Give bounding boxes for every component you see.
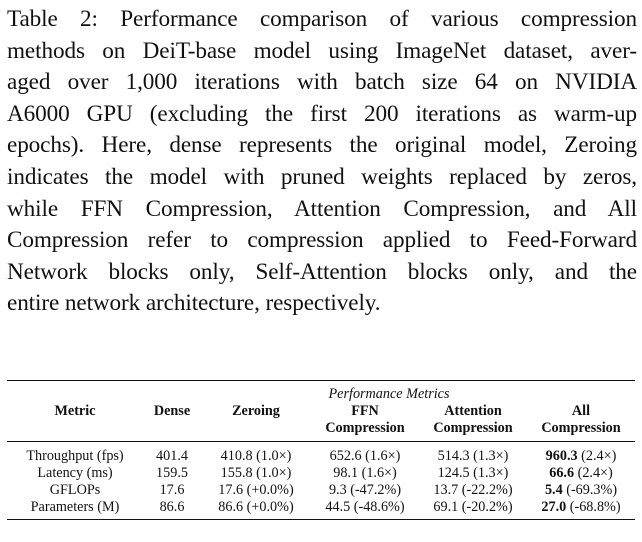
cell-all: 66.6 (2.4×): [549, 465, 613, 481]
table-row: [7, 482, 635, 499]
caption-line: indicates the model with pruned weights replaced by zeros,: [7, 163, 637, 190]
cell-ffn: 44.5 (-48.6%): [325, 499, 405, 515]
caption-line: while FFN Compression, Attention Compression, and All: [7, 195, 637, 222]
cell-attention: 13.7 (-22.2%): [433, 482, 513, 498]
cell-ffn: 9.3 (-47.2%): [328, 482, 402, 498]
cell-all: 5.4 (-69.3%): [544, 482, 618, 498]
cell-dense: 17.6: [159, 482, 185, 498]
column-header-metric: Metric: [54, 403, 96, 419]
cell-ffn: 98.1 (1.6×): [333, 465, 397, 481]
column-header-all: All Compression: [541, 403, 621, 436]
performance-table: [7, 380, 635, 520]
caption-line: aged over 1,000 iterations with batch size 64 on NVIDIA: [7, 69, 637, 96]
cell-metric: Parameters (M): [30, 499, 120, 515]
column-header-row: [7, 403, 635, 442]
cell-metric: GFLOPs: [49, 482, 101, 498]
cell-all: 27.0 (-68.8%): [541, 499, 621, 515]
column-header-dense: Dense: [153, 403, 191, 419]
cell-zeroing: 86.6 (+0.0%): [218, 499, 294, 515]
caption-line: Compression refer to compression applied to Feed-Forward: [7, 227, 637, 254]
caption-line: Network blocks only, Self-Attention blocks only, and the: [7, 258, 637, 285]
cell-zeroing: 17.6 (+0.0%): [218, 482, 294, 498]
cell-zeroing: 155.8 (1.0×): [220, 465, 292, 481]
cell-dense: 86.6: [159, 499, 185, 515]
cell-attention: 514.3 (1.3×): [437, 448, 509, 464]
caption-line: Table 2: Performance comparison of various compression: [7, 6, 637, 32]
column-header-ffn: FFN Compression: [325, 403, 405, 436]
table-row: [7, 442, 635, 466]
cell-dense: 159.5: [156, 465, 188, 481]
caption-line: entire network architecture, respectively.: [7, 290, 381, 317]
table-caption: [7, 4, 637, 320]
cell-ffn: 652.6 (1.6×): [329, 448, 401, 464]
super-header: Performance Metrics: [328, 386, 450, 402]
super-header-row: [7, 381, 635, 404]
column-header-attention: Attention Compression: [433, 403, 513, 436]
cell-metric: Throughput (fps): [26, 448, 124, 464]
column-header-zeroing: Zeroing: [232, 403, 280, 419]
caption-line: epochs). Here, dense represents the original model, Zeroing: [7, 132, 637, 159]
table-row: [7, 465, 635, 482]
cell-zeroing: 410.8 (1.0×): [220, 448, 292, 464]
cell-metric: Latency (ms): [37, 465, 113, 481]
cell-dense: 401.4: [156, 448, 188, 464]
cell-attention: 69.1 (-20.2%): [433, 499, 513, 515]
caption-line: methods on DeiT-base model using ImageNet dataset, aver-: [7, 37, 637, 64]
cell-attention: 124.5 (1.3×): [437, 465, 509, 481]
results-table: [7, 380, 635, 520]
caption-line: A6000 GPU (excluding the first 200 iterations as warm-up: [7, 100, 637, 127]
table-row: [7, 499, 635, 520]
cell-all: 960.3 (2.4×): [545, 448, 617, 464]
